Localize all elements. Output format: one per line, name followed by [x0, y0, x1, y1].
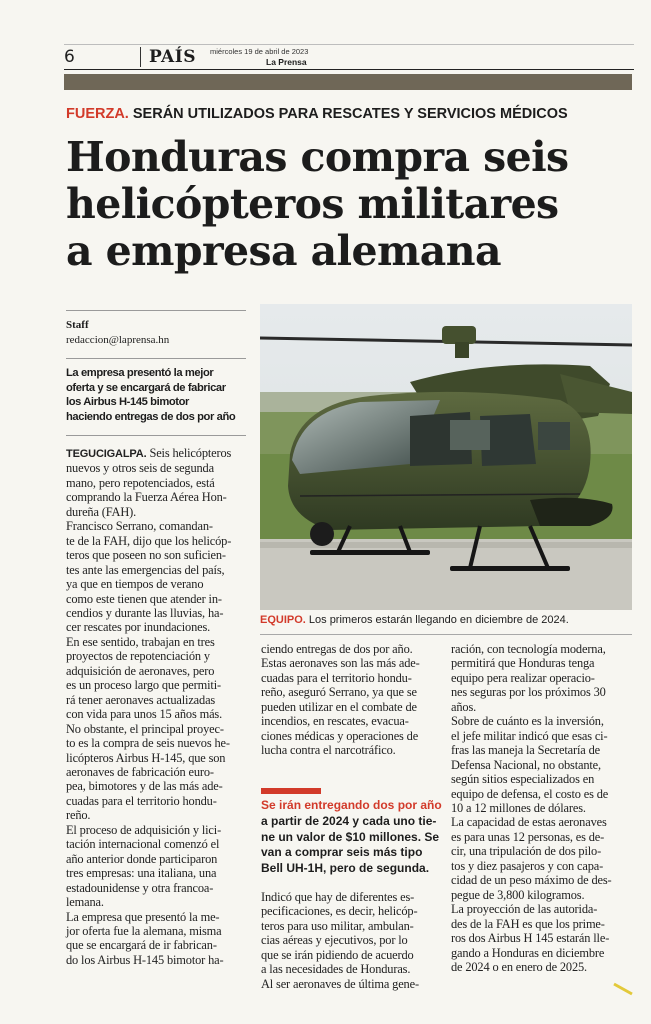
byline-top-rule: [66, 310, 246, 311]
header-bar: [64, 74, 632, 90]
body-line: tes ante las emergencias del país,: [66, 562, 225, 577]
body-line: Defensa Nacional, no obstante,: [451, 757, 601, 772]
body-line: gando a Honduras en diciembre: [451, 945, 605, 960]
section-name: PAÍS: [149, 47, 196, 67]
pull-quote-body: [261, 814, 443, 876]
body-line: reño, aseguró Serrano, ya que se: [261, 685, 417, 700]
body-line: cuadas para el territorio hondu-: [66, 793, 217, 808]
body-line: ración, con tecnología moderna,: [451, 642, 606, 656]
helicopter-photo: [260, 304, 632, 610]
body-line: cidad de un peso máximo de des-: [451, 873, 612, 888]
body-line: des de la FAH es que los prime-: [451, 916, 605, 931]
summary-line: oferta y se encargará de fabricar: [66, 381, 226, 394]
body-line: teros que poseen no son suficien-: [66, 548, 226, 563]
body-column-1: [66, 446, 250, 967]
body-line: permitirá que Honduras tenga: [451, 656, 595, 671]
body-line: Estas aeronaves son las más ade-: [261, 656, 420, 671]
body-line: cias aéreas y ejecutivos, por lo: [261, 933, 408, 948]
body-line: pea, bimotores y de las más ade-: [66, 779, 223, 794]
body-line: ros dos Airbus H 145 estarán lle-: [451, 931, 610, 946]
pull-quote-title: Se irán entregando dos por año: [261, 798, 442, 812]
body-line: pegue de 3,800 kilogramos.: [451, 887, 585, 902]
body-line: cer rescates por inundaciones.: [66, 620, 211, 635]
body-line: equipo pera realizar operacio-: [451, 670, 595, 685]
body-line: cendios y durante las lluvias, ha-: [66, 605, 224, 620]
headline: [66, 134, 636, 275]
kicker-label: FUERZA.: [66, 106, 129, 122]
body-line: Al ser aeronaves de última gene-: [261, 976, 419, 991]
body-line: licópteros Airbus H-145, que son: [66, 750, 226, 765]
pull-quote-line: van a comprar seis más tipo: [261, 845, 423, 859]
body-line: de 2024 o en enero de 2025.: [451, 959, 587, 974]
body-line: nuevos y otros seis de segunda: [66, 461, 214, 476]
body-line: adquisición de aeronaves, pero: [66, 663, 215, 678]
body-text: Seis helicópteros: [146, 446, 232, 460]
body-line: estadounidense y otra francoa-: [66, 880, 214, 895]
body-line: aeronaves de fabricación euro-: [66, 764, 214, 779]
body-line: con vida para unos 15 años más.: [66, 707, 223, 722]
body-line: el jefe militar indicó que esas ci-: [451, 728, 608, 743]
newspaper-name: La Prensa: [266, 57, 307, 67]
body-column-2: [261, 642, 443, 758]
body-line: teros para uso militar, ambulan-: [261, 918, 414, 933]
body-line: No obstante, el principal proyec-: [66, 721, 224, 736]
body-line: ya que en tiempos de verano: [66, 577, 204, 592]
body-line: Sobre de cuánto es la inversión,: [451, 714, 604, 729]
summary-bottom-rule: [66, 435, 246, 436]
header-divider: [140, 47, 141, 67]
body-line: a las necesidades de Honduras.: [261, 962, 411, 977]
body-line: nes seguras por los próximos 30: [451, 685, 606, 700]
dateline: TEGUCIGALPA.: [66, 448, 147, 460]
body-line: incendios, en rescates, evacua-: [261, 714, 409, 729]
headline-line: a empresa alemana: [66, 227, 501, 275]
byline-bottom-rule: [66, 358, 246, 359]
summary-line: los Airbus H-145 bimotor: [66, 396, 190, 408]
body-line: do los Airbus H-145 bimotor ha-: [66, 952, 224, 967]
body-line: La capacidad de estas aeronaves: [451, 815, 607, 830]
body-line: tres empresas: una italiana, una: [66, 866, 217, 881]
caption-label: EQUIPO.: [260, 614, 306, 626]
body-line: lemana.: [66, 895, 104, 910]
pull-quote-line: Bell UH-1H, pero de segunda.: [261, 860, 430, 875]
body-line: [66, 446, 250, 461]
body-line: es para unas 12 personas, es de-: [451, 829, 605, 844]
photo-caption: [260, 614, 569, 626]
body-line: Indicó que hay de diferentes es-: [261, 890, 415, 904]
caption-text: Los primeros estarán llegando en diciembre de 2024.: [305, 614, 569, 626]
page-header: [64, 44, 634, 70]
body-line: años.: [451, 699, 477, 714]
helicopter-illustration: [260, 304, 632, 610]
body-line: pecificaciones, es decir, helicóp-: [261, 904, 418, 919]
body-line: según sitios especializados en: [451, 772, 595, 787]
body-line: comprando la Fuerza Aérea Hon-: [66, 490, 227, 505]
summary-line: La empresa presentó la mejor: [66, 367, 214, 379]
body-line: La empresa que presentó la me-: [66, 909, 220, 924]
kicker: [66, 106, 568, 122]
pull-quote-marker: [261, 788, 321, 794]
caption-rule: [260, 634, 632, 635]
body-line: ciendo entregas de dos por año.: [261, 642, 413, 656]
issue-date: miércoles 19 de abril de 2023: [210, 47, 309, 56]
body-line: mano, pero repotenciados, está: [66, 475, 215, 490]
body-line: El proceso de adquisición y lici-: [66, 822, 222, 837]
body-line: rá tener aeronaves actualizadas: [66, 692, 216, 707]
kicker-text: SERÁN UTILIZADOS PARA RESCATES Y SERVICIOS MÉDICOS: [132, 106, 568, 122]
body-line: cuadas para el territorio hondu-: [261, 670, 412, 685]
body-line: cir, una tripulación de dos pilo-: [451, 844, 602, 859]
body-line: es un proceso largo que permiti-: [66, 678, 221, 693]
body-line: que se irán pidiendo de acuerdo: [261, 947, 414, 962]
summary: [66, 366, 248, 424]
body-line: 10 a 12 millones de dólares.: [451, 800, 586, 815]
byline: [66, 318, 246, 348]
body-line: equipo de defensa, el costo es de: [451, 786, 609, 801]
body-line: año anterior donde participaron: [66, 851, 218, 866]
body-column-2-lower: [261, 890, 443, 991]
end-mark-icon: [612, 980, 636, 998]
body-line: pueden utilizar en el combate de: [261, 699, 417, 714]
pull-quote-line: a partir de 2024 y cada uno tie-: [261, 814, 437, 828]
body-line: fras las maneja la Secretaría de: [451, 743, 600, 758]
body-line: dureña (FAH).: [66, 504, 137, 519]
body-line: reño.: [66, 808, 91, 823]
body-line: te de la FAH, dijo que los helicóp-: [66, 533, 232, 548]
body-column-3: [451, 642, 635, 974]
headline-line: helicópteros militares: [66, 180, 559, 228]
headline-line: Honduras compra seis: [66, 133, 569, 181]
byline-author: Staff: [66, 319, 89, 331]
body-line: tos y diez pasajeros y con capa-: [451, 858, 604, 873]
body-line: lucha contra el narcotráfico.: [261, 743, 396, 758]
summary-line: haciendo entregas de dos por año: [66, 410, 236, 423]
page-number: 6: [64, 47, 75, 67]
body-line: que se encargará de ir fabrican-: [66, 938, 217, 953]
body-line: tación internacional comenzó el: [66, 837, 220, 852]
body-line: Francisco Serrano, comandan-: [66, 519, 213, 534]
body-line: La proyección de las autorida-: [451, 902, 598, 917]
body-line: proyectos de repotenciación y: [66, 649, 210, 664]
pull-quote-line: ne un valor de $10 millones. Se: [261, 829, 440, 844]
body-line: como este tienen que atender in-: [66, 591, 222, 606]
body-line: jor oferta fue la alemana, misma: [66, 923, 222, 938]
body-line: to es la compra de seis nuevos he-: [66, 736, 230, 751]
body-line: ciones médicas y operaciones de: [261, 728, 419, 743]
byline-email: redaccion@laprensa.hn: [66, 334, 170, 346]
body-line: En ese sentido, trabajan en tres: [66, 634, 215, 649]
